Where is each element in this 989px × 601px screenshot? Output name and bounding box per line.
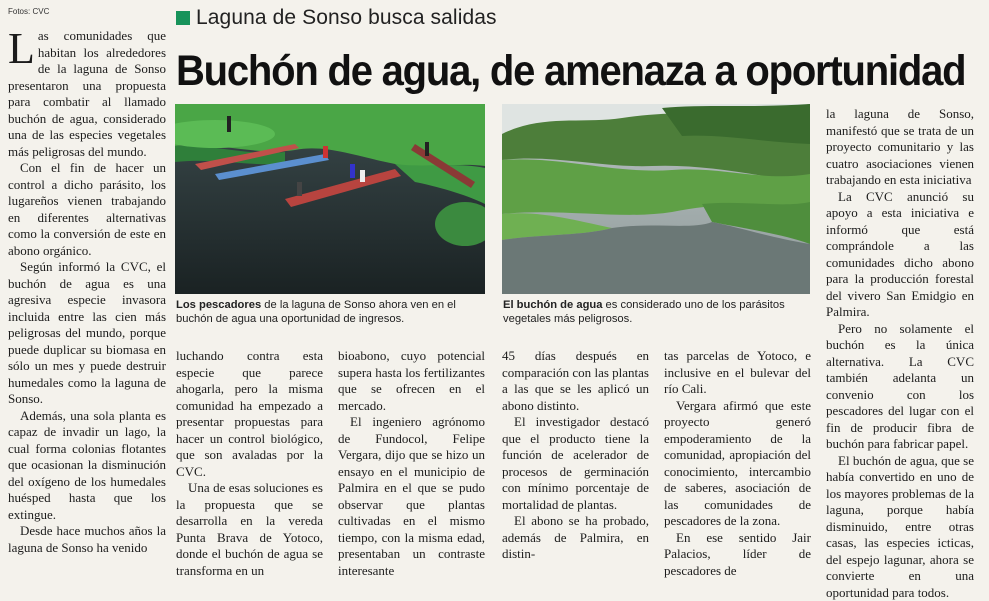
article-column-1 — [8, 28, 166, 556]
caption-1-lead: Los pescadores — [176, 299, 261, 311]
article-column-4 — [502, 348, 649, 563]
col6-paragraph-1: la laguna de Sonso, manifestó que se trata de un proyecto comunitario y las cuatro asociaciones vienen trabajando en esta iniciativa — [826, 106, 974, 189]
article-column-3 — [338, 348, 485, 579]
hyacinth-image — [502, 104, 810, 294]
col6-paragraph-2: La CVC anunció su apoyo a esta iniciativa e informó que está comprándole a las comunidades dicho abono para la producción forestal del vivero San Emidgio en Palmira. — [826, 189, 974, 321]
caption-2-text: es considerado uno de los parásitos vegetales más peligrosos. — [503, 299, 785, 325]
article-column-6 — [826, 106, 974, 601]
col1-paragraph-2: Con el fin de hacer un control a dicho parásito, los lugareños vienen trabajando en diferentes alternativas como la conversión de este en abono orgánico. — [8, 160, 166, 259]
section-label — [176, 6, 497, 30]
drop-cap: L — [8, 30, 35, 68]
col1-paragraph-3: Según informó la CVC, el buchón de agua es una agresiva especie invasora incluida entre las cien más peligrosas del mundo, porque puede duplicar su biomasa en sólo un mes y puede destruir humedales como la laguna de Sonso. — [8, 259, 166, 408]
col1-p1-text: as comunidades que habitan los alrededores de la laguna de Sonso presentaron una propuesta para combatir al llamado buchón de agua, considerado una de las especies vegetales más peligrosas del mundo. — [8, 28, 166, 159]
caption-2-lead: El buchón de agua — [503, 299, 602, 311]
col4-paragraph-2: El investigador destacó que el producto tiene la función de acelerador de procesos de germinación con mínimo porcentaje de mortalidad de plantas. — [502, 414, 649, 513]
col5-paragraph-2: Vergara afirmó que este proyecto generó empoderamiento de la comunidad, apropiación del conocimiento, intercambio de saberes, asociación de las comunidades de pescadores de la zona. — [664, 398, 811, 530]
caption-1-text: de la laguna de Sonso ahora ven en el buchón de agua una oportunidad de ingresos. — [176, 299, 456, 325]
photo-fishermen — [175, 104, 485, 294]
fishermen-image — [175, 104, 485, 294]
photo-water-hyacinth — [502, 104, 810, 294]
photo-caption-1 — [176, 298, 486, 326]
col1-paragraph-5: Desde hace muchos años la laguna de Sonso ha venido — [8, 523, 166, 556]
article-column-2 — [176, 348, 323, 579]
col5-paragraph-3: En ese sentido Jair Palacios, líder de pescadores de — [664, 530, 811, 580]
col2-paragraph-2: Una de esas soluciones es la propuesta que se desarrolla en la vereda Punta Brava de Yotoco, donde el buchón de agua se transforma en un — [176, 480, 323, 579]
col6-paragraph-4: El buchón de agua, que se había convertido en uno de los mayores problemas de la laguna, porque había disminuido, entre otras casas, las especies icticas, del espejo lagunar, ahora se convierte en una oportunidad para todos. — [826, 453, 974, 601]
section-square-icon — [176, 11, 190, 25]
section-title: Laguna de Sonso busca salidas — [196, 6, 497, 30]
col4-paragraph-1: 45 días después en comparación con las plantas a las que se les aplicó un abono distinto. — [502, 348, 649, 414]
col1-paragraph-1 — [8, 28, 166, 160]
col5-paragraph-1: tas parcelas de Yotoco, e inclusive en el bulevar del río Cali. — [664, 348, 811, 398]
col3-paragraph-1: bioabono, cuyo potencial supera hasta los fertilizantes que se ofrecen en el mercado. — [338, 348, 485, 414]
article-column-5 — [664, 348, 811, 579]
headline: Buchón de agua, de amenaza a oportunidad — [176, 46, 920, 96]
col4-paragraph-3: El abono se ha probado, además de Palmira, en distin- — [502, 513, 649, 563]
col3-paragraph-2: El ingeniero agrónomo de Fundocol, Felipe Vergara, dijo que se hizo un ensayo en el municipio de Palmira en el que se pudo observar que plantas cultivadas en el mismo tiempo, con la misma edad, presentaban un contraste interesante — [338, 414, 485, 579]
photo-credit: Fotos: CVC — [8, 7, 49, 16]
col6-paragraph-3: Pero no solamente el buchón es la única alternativa. La CVC también adelanta un convenio con los pescadores del lugar con el fin de producir fibra de buchón para fabricar papel. — [826, 321, 974, 453]
col2-paragraph-1: luchando contra esta especie que parece ahogarla, pero la misma comunidad ha empezado a presentar propuestas para hacer un control biológico, que son avaladas por la CVC. — [176, 348, 323, 480]
col1-paragraph-4: Además, una sola planta es capaz de invadir un lago, la cual forma colonias flotantes que ocasionan la disminución del oxígeno de los humedales huésped hasta que los extingue. — [8, 408, 166, 524]
photo-caption-2 — [503, 298, 811, 326]
